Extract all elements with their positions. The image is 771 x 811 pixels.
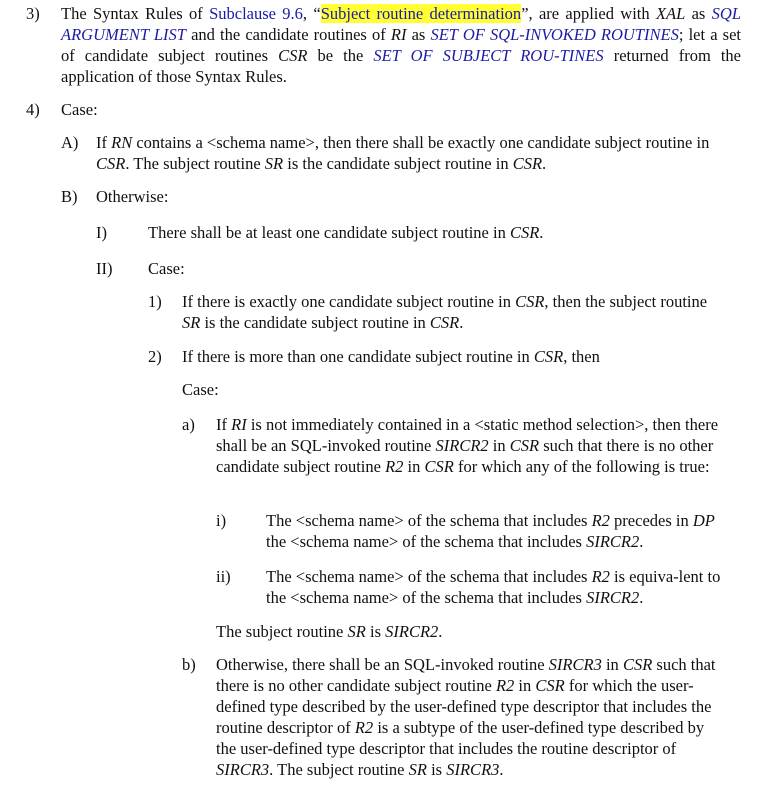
item-II-label: II) bbox=[96, 259, 113, 278]
item-b-label: b) bbox=[182, 655, 196, 674]
set-of-sql-invoked-routines-link[interactable]: SET OF SQL-INVOKED ROUTINES bbox=[430, 25, 679, 44]
item-A-text: If RN contains a <schema name>, then there shall be exactly one candidate subject routine in CSR. The subject routine SR is the candidate subject routine in CSR. bbox=[96, 133, 710, 173]
sql-argument-list-link[interactable]: SQL ARGUMENT LIST bbox=[61, 4, 741, 44]
subject-routine-determination-link[interactable]: Subject routine determination bbox=[320, 4, 522, 23]
item-a-result: The subject routine SR is SIRCR2. bbox=[216, 622, 443, 641]
item-1-label: 1) bbox=[148, 292, 162, 311]
item-I-text: There shall be at least one candidate subject routine in CSR. bbox=[148, 223, 544, 242]
item-I-label: I) bbox=[96, 223, 107, 242]
item-a-text: If RI is not immediately contained in a <static method selection>, then there shall be an SQL-invoked routine SIRCR2 in CSR such that there is no other candidate subject routine R2 in CSR for which any of the following is true: bbox=[216, 415, 719, 476]
rule-3-text: The Syntax Rules of Subclause 9.6, “Subject routine determination”, are applied with XAL as SQL ARGUMENT LIST and the candidate routines of RI as SET OF SQL-INVOKED ROUTINES; let a set of candidate subject routines CSR be the SET OF SUBJECT ROU-TINES returned from the application of those Syntax Rules. bbox=[61, 4, 742, 86]
item-a-label: a) bbox=[182, 415, 195, 434]
item-2-case: Case: bbox=[182, 380, 219, 399]
item-i-text: The <schema name> of the schema that includes R2 precedes in DP the <schema name> of the schema that includes SIRCR2. bbox=[266, 511, 715, 551]
item-b-text: Otherwise, there shall be an SQL-invoked routine SIRCR3 in CSR such that there is no other candidate subject routine R2 in CSR for which the user-defined type described by the user-defined type descriptor that includes the routine descriptor of R2 is a subtype of the user-defined type described by the user-defined type descriptor that includes the routine descriptor of SIRCR3. The subject routine SR is SIRCR3. bbox=[216, 655, 716, 779]
item-ii-text: The <schema name> of the schema that includes R2 is equiva-lent to the <schema name> of the schema that includes SIRCR2. bbox=[266, 567, 721, 607]
set-of-subject-routines-link[interactable]: SET OF SUBJECT ROU-TINES bbox=[373, 46, 604, 65]
item-B-text: Otherwise: bbox=[96, 187, 169, 206]
item-A-label: A) bbox=[61, 133, 79, 152]
item-B-label: B) bbox=[61, 187, 78, 206]
rule-3-label: 3) bbox=[26, 4, 40, 23]
item-1-text: If there is exactly one candidate subject routine in CSR, then the subject routine SR is the candidate subject routine in CSR. bbox=[182, 292, 708, 332]
item-II-text: Case: bbox=[148, 259, 185, 278]
rule-4-text: Case: bbox=[61, 100, 98, 119]
item-2-label: 2) bbox=[148, 347, 162, 366]
rule-4-label: 4) bbox=[26, 100, 40, 119]
item-ii-label: ii) bbox=[216, 567, 231, 586]
subclause-link[interactable]: Subclause 9.6 bbox=[209, 4, 303, 23]
item-2-text: If there is more than one candidate subject routine in CSR, then bbox=[182, 347, 600, 366]
item-i-label: i) bbox=[216, 511, 227, 530]
